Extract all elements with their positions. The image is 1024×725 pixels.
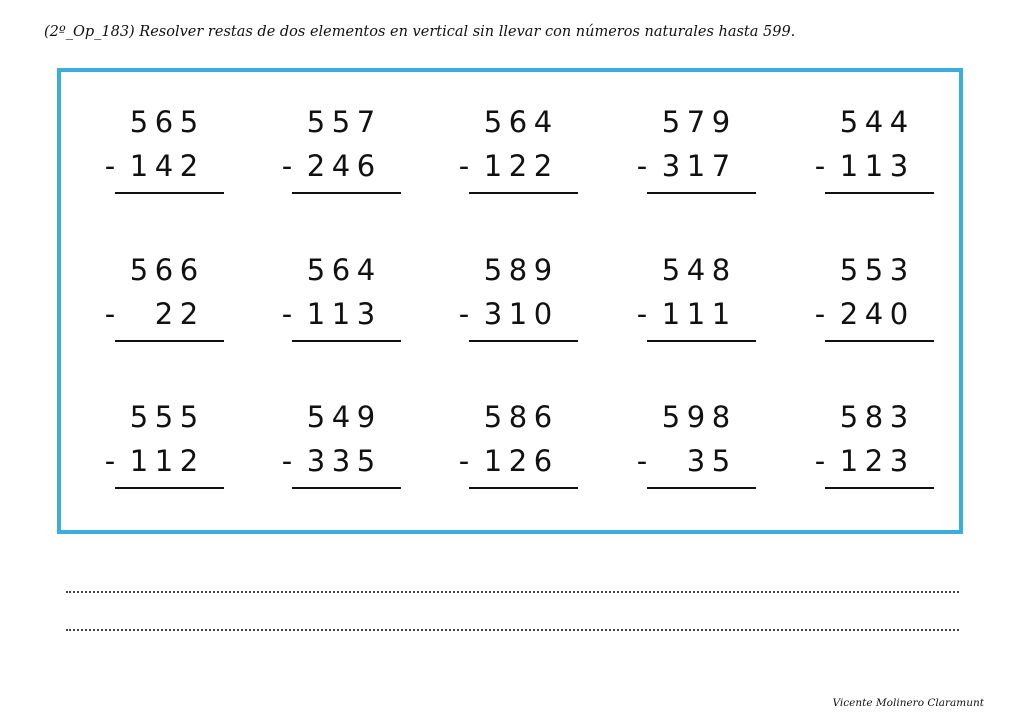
subtraction-problem [100,104,250,214]
subtrahend-digit: 1 [508,297,528,331]
minus-sign: - [814,444,826,478]
subtrahend-digit: 1 [839,149,859,183]
subtrahend-digit: 1 [306,297,326,331]
worksheet-title: (2º_Op_183) Resolver restas de dos elementos en vertical sin llevar con números naturales hasta 599. [44,24,796,40]
subtraction-problem [810,399,960,509]
minuend-digit: 4 [686,253,706,287]
minuend-digit: 5 [129,105,149,139]
minuend-digit: 5 [661,105,681,139]
minuend-digit: 6 [154,105,174,139]
subtrahend-digit: 4 [331,149,351,183]
result-underline [647,192,756,194]
result-underline [825,340,934,342]
result-underline [115,340,224,342]
subtrahend-digit: 3 [356,297,376,331]
minuend-digit: 5 [154,400,174,434]
subtrahend-digit: 0 [533,297,553,331]
minuend-digit: 7 [686,105,706,139]
minuend-digit: 9 [533,253,553,287]
result-underline [647,487,756,489]
subtrahend-digit: 3 [306,444,326,478]
minuend-digit: 9 [356,400,376,434]
subtrahend-digit: 1 [129,149,149,183]
minuend-digit: 3 [889,253,909,287]
answer-line-2 [66,629,959,631]
subtrahend-digit: 2 [533,149,553,183]
subtrahend-digit: 3 [889,149,909,183]
subtrahend-digit: 2 [179,149,199,183]
result-underline [825,192,934,194]
subtrahend-digit: 2 [179,444,199,478]
minus-sign: - [104,444,116,478]
subtrahend-digit: 0 [889,297,909,331]
subtrahend-digit: 1 [686,297,706,331]
result-underline [469,192,578,194]
minuend-digit: 8 [711,400,731,434]
subtrahend-digit: 2 [508,149,528,183]
minuend-digit: 5 [306,253,326,287]
minuend-digit: 5 [661,253,681,287]
subtrahend-digit: 3 [686,444,706,478]
subtraction-problem [100,252,250,362]
minuend-digit: 4 [864,105,884,139]
subtraction-problem [277,252,427,362]
subtraction-problem [810,104,960,214]
subtrahend-digit: 2 [508,444,528,478]
subtraction-problem [632,399,782,509]
subtrahend-digit: 2 [864,444,884,478]
subtrahend-digit: 1 [711,297,731,331]
minuend-digit: 4 [533,105,553,139]
result-underline [292,192,401,194]
minus-sign: - [458,297,470,331]
minuend-digit: 5 [331,105,351,139]
minuend-digit: 5 [129,400,149,434]
subtraction-problem [810,252,960,362]
minuend-digit: 6 [154,253,174,287]
subtrahend-digit: 3 [331,444,351,478]
minus-sign: - [636,297,648,331]
subtrahend-digit: 5 [356,444,376,478]
minus-sign: - [814,297,826,331]
minuend-digit: 5 [839,253,859,287]
minuend-digit: 8 [864,400,884,434]
subtrahend-digit: 1 [686,149,706,183]
minus-sign: - [104,297,116,331]
minuend-digit: 4 [356,253,376,287]
subtrahend-digit: 4 [864,297,884,331]
minus-sign: - [458,149,470,183]
minuend-digit: 5 [129,253,149,287]
subtraction-problem [632,252,782,362]
result-underline [469,340,578,342]
minuend-digit: 5 [483,400,503,434]
minuend-digit: 8 [711,253,731,287]
subtraction-problem [454,399,604,509]
minuend-digit: 5 [839,105,859,139]
minuend-digit: 5 [483,105,503,139]
result-underline [115,192,224,194]
subtraction-problem [100,399,250,509]
minuend-digit: 5 [839,400,859,434]
minuend-digit: 6 [508,105,528,139]
minuend-digit: 4 [889,105,909,139]
minuend-digit: 7 [356,105,376,139]
subtrahend-digit: 7 [711,149,731,183]
subtraction-problem [632,104,782,214]
subtraction-problem [454,252,604,362]
result-underline [825,487,934,489]
minus-sign: - [281,444,293,478]
subtrahend-digit: 6 [533,444,553,478]
subtrahend-digit: 6 [356,149,376,183]
minuend-digit: 5 [661,400,681,434]
minuend-digit: 5 [179,400,199,434]
subtrahend-digit: 3 [889,444,909,478]
subtrahend-digit: 1 [661,297,681,331]
result-underline [115,487,224,489]
minuend-digit: 4 [331,400,351,434]
author-credit: Vicente Molinero Claramunt [832,697,984,709]
subtrahend-digit: 2 [839,297,859,331]
answer-line-1 [66,591,959,593]
subtrahend-digit: 1 [331,297,351,331]
subtrahend-digit: 1 [864,149,884,183]
minuend-digit: 6 [331,253,351,287]
subtraction-problem [277,104,427,214]
result-underline [469,487,578,489]
minus-sign: - [281,297,293,331]
minuend-digit: 8 [508,253,528,287]
minuend-digit: 9 [711,105,731,139]
minus-sign: - [814,149,826,183]
minuend-digit: 8 [508,400,528,434]
subtrahend-digit: 1 [839,444,859,478]
result-underline [292,340,401,342]
subtrahend-digit: 2 [179,297,199,331]
minus-sign: - [636,444,648,478]
minuend-digit: 5 [483,253,503,287]
minuend-digit: 6 [533,400,553,434]
minuend-digit: 6 [179,253,199,287]
subtrahend-digit: 1 [129,444,149,478]
subtrahend-digit: 1 [154,444,174,478]
minuend-digit: 5 [179,105,199,139]
minuend-digit: 5 [306,400,326,434]
result-underline [292,487,401,489]
minuend-digit: 3 [889,400,909,434]
subtrahend-digit: 3 [483,297,503,331]
minuend-digit: 5 [306,105,326,139]
minus-sign: - [458,444,470,478]
subtrahend-digit: 2 [154,297,174,331]
minus-sign: - [104,149,116,183]
minus-sign: - [636,149,648,183]
subtrahend-digit: 2 [306,149,326,183]
subtraction-problem [277,399,427,509]
subtraction-problem [454,104,604,214]
subtrahend-digit: 3 [661,149,681,183]
minus-sign: - [281,149,293,183]
minuend-digit: 5 [864,253,884,287]
subtrahend-digit: 1 [483,444,503,478]
result-underline [647,340,756,342]
subtrahend-digit: 4 [154,149,174,183]
subtrahend-digit: 5 [711,444,731,478]
minuend-digit: 9 [686,400,706,434]
subtrahend-digit: 1 [483,149,503,183]
